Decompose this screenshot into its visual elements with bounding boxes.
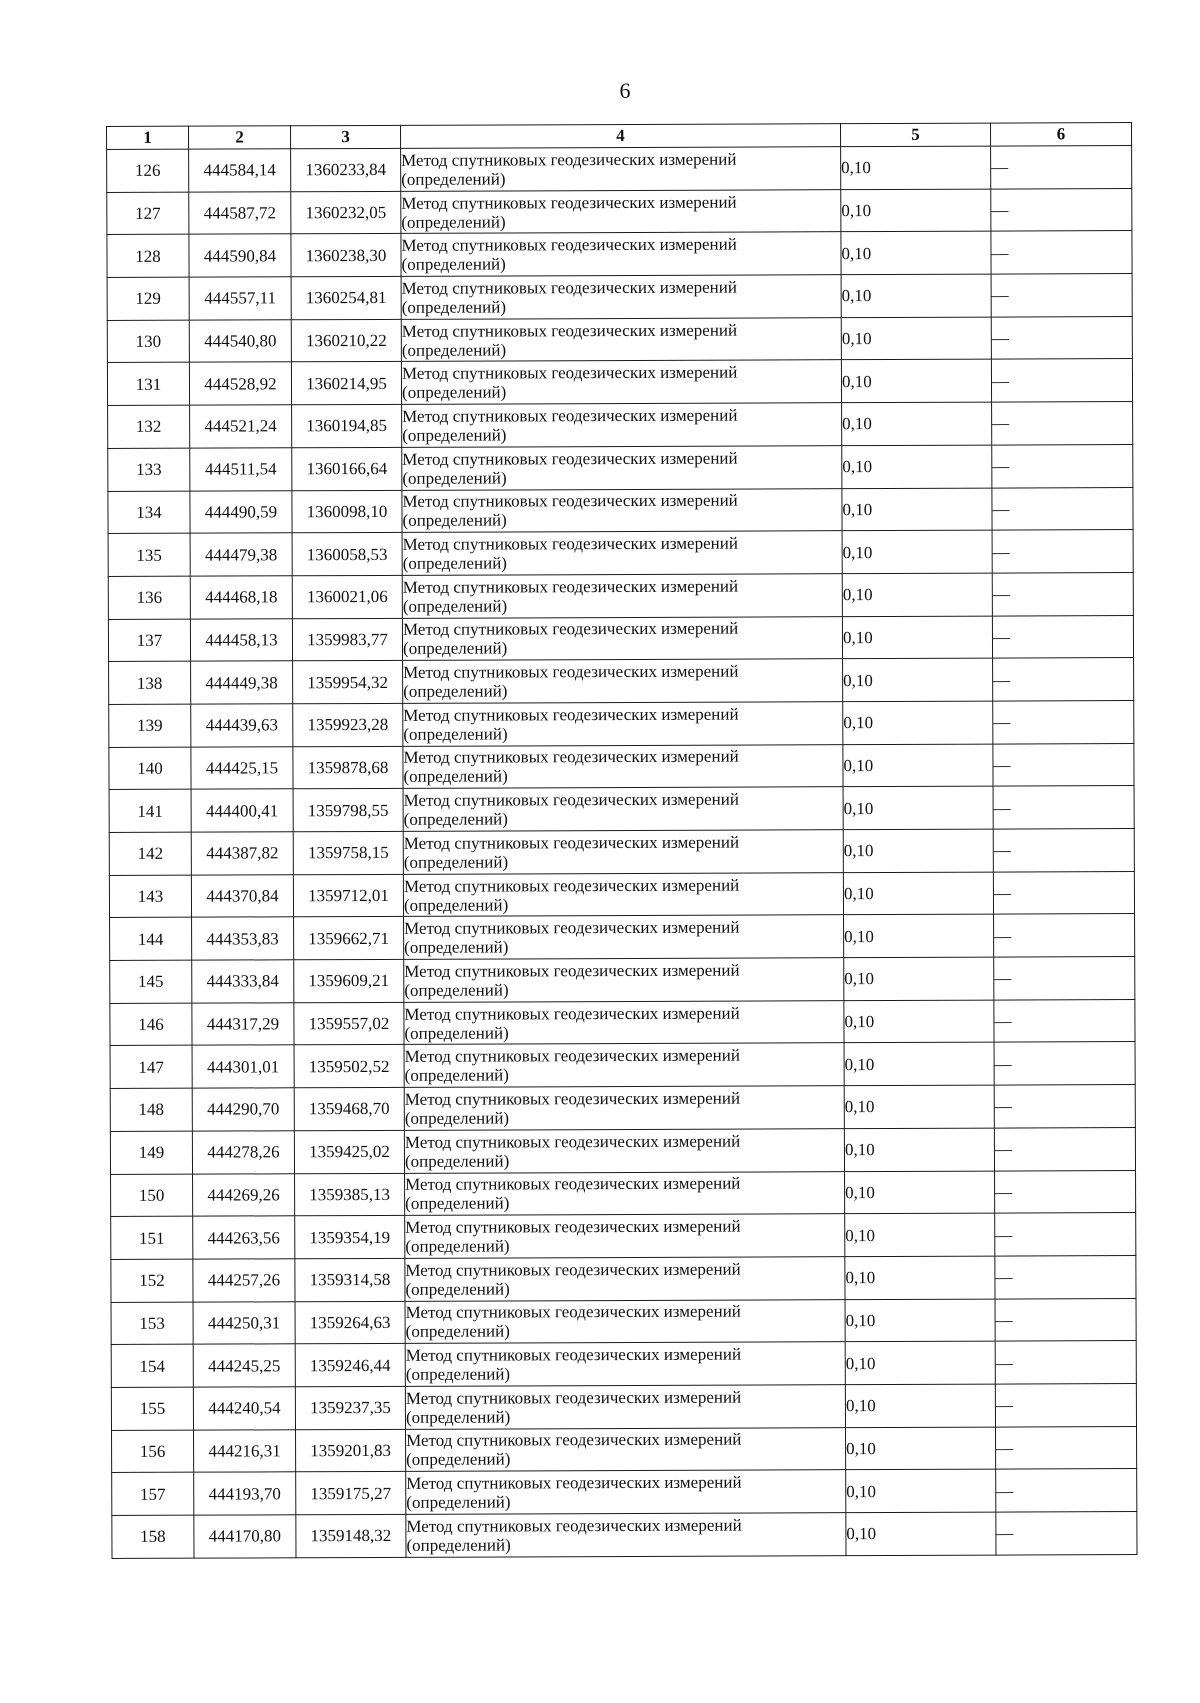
coordinate-x-cell: 444353,83 [192, 917, 294, 960]
point-number-cell: 136 [108, 576, 190, 619]
coordinate-y-cell: 1360214,95 [291, 362, 401, 405]
coordinate-x-cell: 444528,92 [189, 362, 291, 405]
accuracy-cell: 0,10 [843, 744, 993, 787]
note-cell: — [991, 316, 1132, 359]
method-cell: Метод спутниковых геодезических измерений (определений) [406, 1513, 846, 1557]
method-cell: Метод спутниковых геодезических измерений (определений) [401, 147, 841, 191]
point-number-cell: 158 [112, 1515, 194, 1558]
coordinate-y-cell: 1359878,68 [293, 746, 403, 789]
point-number-cell: 154 [111, 1344, 193, 1387]
method-cell: Метод спутниковых геодезических измерений (определений) [401, 275, 841, 319]
coordinate-x-cell: 444193,70 [194, 1472, 296, 1515]
accuracy-cell: 0,10 [845, 1213, 995, 1256]
point-number-cell: 127 [107, 192, 189, 235]
coordinate-x-cell: 444400,41 [191, 789, 293, 832]
table-row [109, 743, 1134, 790]
accuracy-cell: 0,10 [843, 872, 993, 915]
table-row [107, 359, 1132, 406]
note-cell: — [993, 700, 1134, 743]
coordinate-x-cell: 444170,80 [194, 1515, 296, 1558]
note-cell: — [994, 999, 1135, 1042]
accuracy-cell: 0,10 [843, 786, 993, 829]
method-cell: Метод спутниковых геодезических измерений (определений) [401, 232, 841, 276]
method-cell: Метод спутниковых геодезических измерений (определений) [404, 915, 844, 959]
method-cell: Метод спутниковых геодезических измерений (определений) [402, 531, 842, 575]
method-cell: Метод спутниковых геодезических измерений (определений) [405, 1214, 845, 1258]
method-cell: Метод спутниковых геодезических измерений (определений) [401, 360, 841, 404]
coordinate-x-cell: 444557,11 [189, 277, 291, 320]
note-cell: — [991, 359, 1132, 402]
coordinate-y-cell: 1359354,19 [295, 1216, 405, 1259]
accuracy-cell: 0,10 [844, 1128, 994, 1171]
coordinate-y-cell: 1360021,06 [292, 575, 402, 618]
note-cell: — [992, 402, 1133, 445]
note-cell: — [995, 1255, 1136, 1298]
point-number-cell: 138 [109, 661, 191, 704]
point-number-cell: 137 [108, 619, 190, 662]
accuracy-cell: 0,10 [845, 1171, 995, 1214]
table-body [107, 146, 1137, 1559]
accuracy-cell: 0,10 [844, 1043, 994, 1086]
accuracy-cell: 0,10 [843, 829, 993, 872]
coordinate-y-cell: 1359264,63 [295, 1301, 405, 1344]
point-number-cell: 145 [110, 960, 192, 1003]
table-row [111, 1341, 1136, 1388]
accuracy-cell: 0,10 [846, 1512, 996, 1555]
point-number-cell: 142 [109, 832, 191, 875]
coordinate-x-cell: 444278,26 [192, 1131, 294, 1174]
method-cell: Метод спутниковых геодезических измерений (определений) [405, 1299, 845, 1343]
coordinate-x-cell: 444511,54 [190, 448, 292, 491]
accuracy-cell: 0,10 [846, 1469, 996, 1512]
table-row [107, 316, 1132, 363]
accuracy-cell: 0,10 [841, 189, 991, 232]
coordinate-x-cell: 444333,84 [192, 960, 294, 1003]
column-header-6: 6 [990, 123, 1131, 147]
coordinate-y-cell: 1360254,81 [291, 276, 401, 319]
note-cell: — [992, 530, 1133, 573]
coordinate-x-cell: 444290,70 [192, 1088, 294, 1131]
accuracy-cell: 0,10 [842, 616, 992, 659]
point-number-cell: 129 [107, 277, 189, 320]
coordinate-x-cell: 444590,84 [189, 234, 291, 277]
coordinate-y-cell: 1359314,58 [295, 1258, 405, 1301]
method-cell: Метод спутниковых геодезических измерений (определений) [403, 872, 843, 916]
table-row [111, 1213, 1136, 1260]
accuracy-cell: 0,10 [846, 1427, 996, 1470]
table-row [110, 1042, 1135, 1089]
point-number-cell: 131 [107, 363, 189, 406]
table-row [111, 1255, 1136, 1302]
coordinate-x-cell: 444317,29 [192, 1003, 294, 1046]
column-header-2: 2 [189, 126, 291, 149]
method-cell: Метод спутниковых геодезических измерений (определений) [406, 1470, 846, 1514]
point-number-cell: 144 [110, 918, 192, 961]
coordinate-x-cell: 444468,18 [190, 576, 292, 619]
note-cell: — [994, 1085, 1135, 1128]
table-row [107, 188, 1132, 235]
note-cell: — [994, 1127, 1135, 1170]
note-cell: — [993, 829, 1134, 872]
point-number-cell: 139 [109, 704, 191, 747]
table-row [111, 1170, 1136, 1217]
note-cell: — [996, 1469, 1137, 1512]
table-row [107, 274, 1132, 321]
note-cell: — [995, 1213, 1136, 1256]
method-cell: Метод спутниковых геодезических измерений (определений) [406, 1427, 846, 1471]
coordinate-y-cell: 1359502,52 [294, 1045, 404, 1088]
method-cell: Метод спутниковых геодезических измерений (определений) [403, 659, 843, 703]
coordinate-y-cell: 1359609,21 [294, 959, 404, 1002]
method-cell: Метод спутниковых геодезических измерений (определений) [401, 317, 841, 361]
table-row [110, 1085, 1135, 1132]
coordinate-x-cell: 444490,59 [190, 490, 292, 533]
note-cell: — [994, 914, 1135, 957]
table-row [108, 530, 1133, 577]
coordinates-table [106, 122, 1137, 1559]
column-header-5: 5 [840, 123, 990, 147]
table-row [109, 871, 1134, 918]
coordinate-y-cell: 1360233,84 [291, 148, 401, 191]
coordinate-y-cell: 1360238,30 [291, 234, 401, 277]
coordinate-y-cell: 1359954,32 [293, 661, 403, 704]
coordinate-y-cell: 1359758,15 [293, 831, 403, 874]
coordinate-y-cell: 1360210,22 [291, 319, 401, 362]
note-cell: — [992, 444, 1133, 487]
table-row [108, 402, 1133, 449]
page-number: 6 [619, 78, 631, 103]
point-number-cell: 133 [108, 448, 190, 491]
point-number-cell: 132 [108, 405, 190, 448]
coordinate-y-cell: 1360098,10 [292, 490, 402, 533]
method-cell: Метод спутниковых геодезических измерений (определений) [405, 1171, 845, 1215]
coordinate-x-cell: 444387,82 [191, 832, 293, 875]
note-cell: — [991, 146, 1132, 189]
coordinate-y-cell: 1359237,35 [295, 1386, 405, 1429]
note-cell: — [991, 274, 1132, 317]
point-number-cell: 146 [110, 1003, 192, 1046]
accuracy-cell: 0,10 [843, 658, 993, 701]
accuracy-cell: 0,10 [845, 1299, 995, 1342]
note-cell: — [994, 957, 1135, 1000]
accuracy-cell: 0,10 [845, 1384, 995, 1427]
note-cell: — [992, 487, 1133, 530]
coordinate-y-cell: 1360232,05 [291, 191, 401, 234]
method-cell: Метод спутниковых геодезических измерений (определений) [402, 403, 842, 447]
point-number-cell: 143 [109, 875, 191, 918]
note-cell: — [995, 1298, 1136, 1341]
coordinate-y-cell: 1359246,44 [295, 1344, 405, 1387]
point-number-cell: 140 [109, 747, 191, 790]
point-number-cell: 134 [108, 491, 190, 534]
coordinate-y-cell: 1360058,53 [292, 533, 402, 576]
method-cell: Метод спутниковых геодезических измерений (определений) [405, 1342, 845, 1386]
accuracy-cell: 0,10 [842, 445, 992, 488]
point-number-cell: 135 [108, 533, 190, 576]
accuracy-cell: 0,10 [842, 530, 992, 573]
accuracy-cell: 0,10 [844, 1085, 994, 1128]
coordinate-x-cell: 444540,80 [189, 320, 291, 363]
table-row [108, 572, 1133, 619]
point-number-cell: 128 [107, 235, 189, 278]
note-cell: — [993, 743, 1134, 786]
table-row [109, 786, 1134, 833]
point-number-cell: 152 [111, 1259, 193, 1302]
point-number-cell: 130 [107, 320, 189, 363]
coordinate-y-cell: 1359425,02 [294, 1130, 404, 1173]
point-number-cell: 147 [110, 1046, 192, 1089]
point-number-cell: 141 [109, 789, 191, 832]
coordinate-y-cell: 1359798,55 [293, 789, 403, 832]
table-row [109, 700, 1134, 747]
table-row [108, 487, 1133, 534]
point-number-cell: 155 [111, 1387, 193, 1430]
coordinate-x-cell: 444584,14 [189, 149, 291, 192]
point-number-cell: 150 [111, 1174, 193, 1217]
note-cell: — [991, 188, 1132, 231]
accuracy-cell: 0,10 [842, 488, 992, 531]
method-cell: Метод спутниковых геодезических измерений (определений) [404, 1043, 844, 1087]
accuracy-cell: 0,10 [842, 573, 992, 616]
method-cell: Метод спутниковых геодезических измерений (определений) [401, 189, 841, 233]
coordinate-x-cell: 444301,01 [192, 1045, 294, 1088]
accuracy-cell: 0,10 [844, 1000, 994, 1043]
accuracy-cell: 0,10 [845, 1341, 995, 1384]
coordinate-x-cell: 444269,26 [193, 1173, 295, 1216]
coordinate-y-cell: 1360194,85 [292, 404, 402, 447]
coordinate-x-cell: 444216,31 [194, 1429, 296, 1472]
coordinate-x-cell: 444449,38 [191, 661, 293, 704]
column-header-3: 3 [291, 125, 401, 148]
coordinate-x-cell: 444439,63 [191, 704, 293, 747]
accuracy-cell: 0,10 [841, 317, 991, 360]
note-cell: — [996, 1512, 1137, 1555]
method-cell: Метод спутниковых геодезических измерений (определений) [403, 787, 843, 831]
method-cell: Метод спутниковых геодезических измерений (определений) [403, 744, 843, 788]
table-row [112, 1426, 1137, 1473]
note-cell: — [995, 1383, 1136, 1426]
point-number-cell: 156 [112, 1430, 194, 1473]
coordinate-x-cell: 444240,54 [193, 1387, 295, 1430]
accuracy-cell: 0,10 [844, 957, 994, 1000]
table-row [112, 1512, 1137, 1559]
accuracy-cell: 0,10 [843, 701, 993, 744]
coordinate-y-cell: 1359201,83 [296, 1429, 406, 1472]
point-number-cell: 151 [111, 1216, 193, 1259]
method-cell: Метод спутниковых геодезических измерений (определений) [402, 445, 842, 489]
point-number-cell: 149 [110, 1131, 192, 1174]
method-cell: Метод спутниковых геодезических измерений (определений) [403, 702, 843, 746]
point-number-cell: 148 [110, 1088, 192, 1131]
note-cell: — [992, 615, 1133, 658]
coordinate-y-cell: 1359712,01 [293, 874, 403, 917]
table-row [111, 1298, 1136, 1345]
note-cell: — [993, 871, 1134, 914]
coordinate-y-cell: 1359468,70 [294, 1087, 404, 1130]
table-row [107, 231, 1132, 278]
method-cell: Метод спутниковых геодезических измерений (определений) [404, 1000, 844, 1044]
coordinate-y-cell: 1359923,28 [293, 703, 403, 746]
column-header-1: 1 [107, 126, 189, 149]
table-row [111, 1383, 1136, 1430]
accuracy-cell: 0,10 [841, 146, 991, 189]
table-row [110, 914, 1135, 961]
method-cell: Метод спутниковых геодезических измерений (определений) [403, 830, 843, 874]
coordinate-x-cell: 444250,31 [193, 1301, 295, 1344]
accuracy-cell: 0,10 [841, 231, 991, 274]
accuracy-cell: 0,10 [842, 402, 992, 445]
accuracy-cell: 0,10 [845, 1256, 995, 1299]
column-header-4: 4 [400, 124, 840, 149]
coordinate-x-cell: 444587,72 [189, 191, 291, 234]
coordinate-y-cell: 1359983,77 [292, 618, 402, 661]
table-row [110, 957, 1135, 1004]
coordinate-y-cell: 1359557,02 [294, 1002, 404, 1045]
accuracy-cell: 0,10 [841, 360, 991, 403]
coordinate-y-cell: 1359148,32 [296, 1514, 406, 1557]
coordinate-x-cell: 444370,84 [191, 874, 293, 917]
note-cell: — [994, 1042, 1135, 1085]
coordinate-x-cell: 444245,25 [193, 1344, 295, 1387]
note-cell: — [991, 231, 1132, 274]
method-cell: Метод спутниковых геодезических измерений (определений) [404, 958, 844, 1002]
coordinate-x-cell: 444521,24 [190, 405, 292, 448]
table-row [112, 1469, 1137, 1516]
method-cell: Метод спутниковых геодезических измерений (определений) [404, 1128, 844, 1172]
table-row [108, 615, 1133, 662]
note-cell: — [993, 786, 1134, 829]
table-row [108, 444, 1133, 491]
coordinate-x-cell: 444458,13 [190, 618, 292, 661]
coordinate-x-cell: 444257,26 [193, 1259, 295, 1302]
coordinate-x-cell: 444479,38 [190, 533, 292, 576]
table-row [110, 999, 1135, 1046]
coordinate-y-cell: 1359175,27 [296, 1472, 406, 1515]
coordinate-y-cell: 1359385,13 [295, 1173, 405, 1216]
point-number-cell: 126 [107, 149, 189, 192]
coordinate-x-cell: 444425,15 [191, 746, 293, 789]
coordinate-y-cell: 1360166,64 [292, 447, 402, 490]
note-cell: — [992, 572, 1133, 615]
accuracy-cell: 0,10 [841, 274, 991, 317]
note-cell: — [996, 1426, 1137, 1469]
point-number-cell: 153 [111, 1302, 193, 1345]
method-cell: Метод спутниковых геодезических измерений (определений) [405, 1257, 845, 1301]
method-cell: Метод спутниковых геодезических измерений (определений) [402, 574, 842, 618]
note-cell: — [995, 1170, 1136, 1213]
table-row [109, 658, 1134, 705]
accuracy-cell: 0,10 [844, 914, 994, 957]
note-cell: — [995, 1341, 1136, 1384]
method-cell: Метод спутниковых геодезических измерений (определений) [402, 616, 842, 660]
point-number-cell: 157 [112, 1472, 194, 1515]
coordinate-y-cell: 1359662,71 [294, 917, 404, 960]
method-cell: Метод спутниковых геодезических измерений (определений) [402, 488, 842, 532]
table-row [109, 829, 1134, 876]
coordinate-x-cell: 444263,56 [193, 1216, 295, 1259]
method-cell: Метод спутниковых геодезических измерений (определений) [405, 1385, 845, 1429]
table-row [107, 146, 1132, 193]
table-row [110, 1127, 1135, 1174]
note-cell: — [993, 658, 1134, 701]
method-cell: Метод спутниковых геодезических измерений (определений) [404, 1086, 844, 1130]
